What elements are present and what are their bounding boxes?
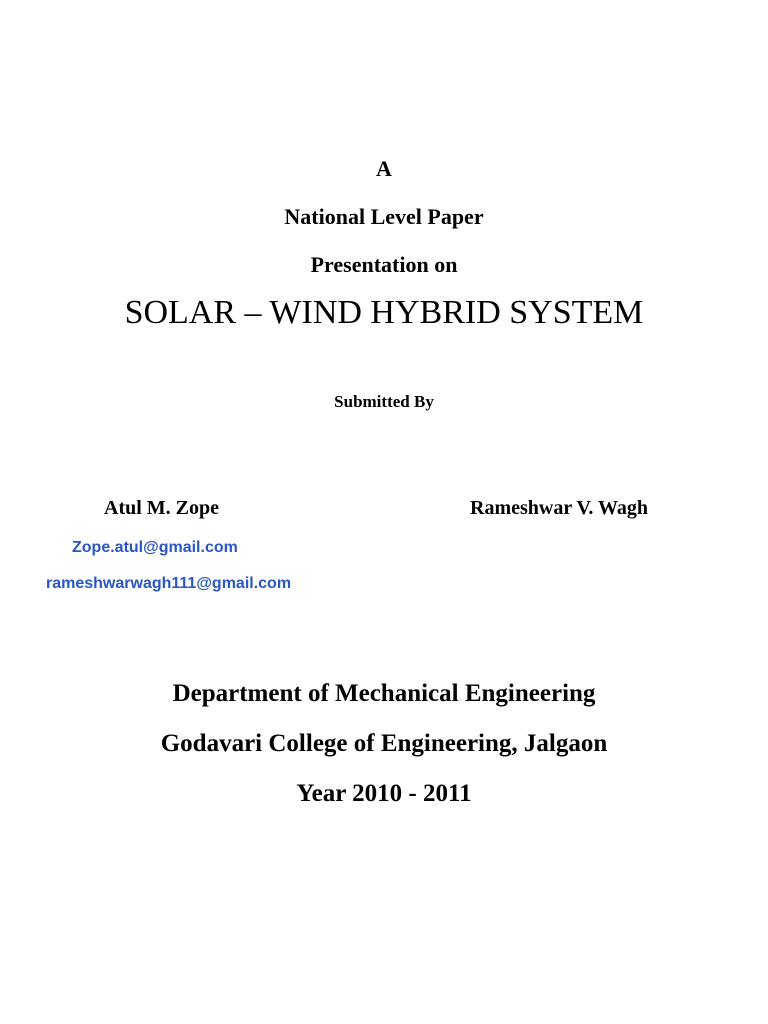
cover-letter-a: A bbox=[376, 156, 392, 181]
author-name-1: Atul M. Zope bbox=[104, 497, 219, 519]
department-name: Department of Mechanical Engineering bbox=[172, 680, 596, 707]
college-name: Godavari College of Engineering, Jalgaon bbox=[160, 730, 608, 757]
document-title: SOLAR – WIND HYBRID SYSTEM bbox=[124, 294, 644, 331]
submitted-by-label: Submitted By bbox=[334, 392, 434, 411]
email-link-2[interactable]: rameshwarwagh111@gmail.com bbox=[46, 575, 292, 592]
email-link-1[interactable]: Zope.atul@gmail.com bbox=[72, 539, 238, 556]
academic-year: Year 2010 - 2011 bbox=[296, 780, 472, 807]
subtitle-national-level-paper: National Level Paper bbox=[284, 204, 484, 229]
author-name-2: Rameshwar V. Wagh bbox=[470, 497, 649, 519]
subtitle-presentation-on: Presentation on bbox=[310, 252, 458, 277]
